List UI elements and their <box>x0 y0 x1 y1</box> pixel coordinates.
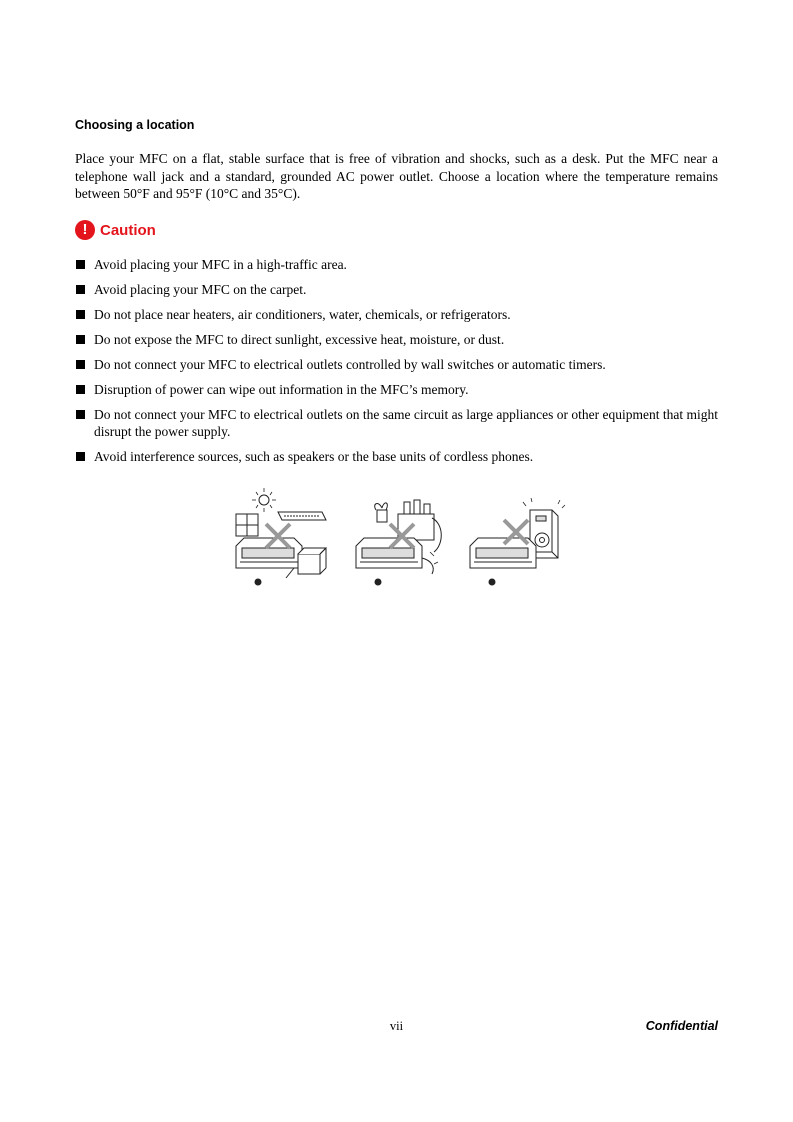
bullet-square-icon <box>76 285 85 294</box>
section-title: Choosing a location <box>75 118 195 132</box>
caution-item-text: Avoid placing your MFC on the carpet. <box>94 282 307 297</box>
bullet-square-icon <box>76 452 85 461</box>
caution-item <box>75 331 718 348</box>
caution-item <box>75 381 718 398</box>
caution-item <box>75 406 718 440</box>
caution-item <box>75 448 718 465</box>
caution-item <box>75 281 718 298</box>
bullet-square-icon <box>76 360 85 369</box>
bullet-square-icon <box>76 260 85 269</box>
bullet-square-icon <box>76 385 85 394</box>
caution-item-text: Do not connect your MFC to electrical outlets on the same circuit as large appliances or other equipment that might disrupt the power supply. <box>94 407 718 439</box>
mfc-near-water-chemicals-icon <box>356 500 441 585</box>
caution-item-text: Do not connect your MFC to electrical outlets controlled by wall switches or automatic timers. <box>94 357 606 372</box>
caution-item-text: Disruption of power can wipe out information in the MFC’s memory. <box>94 382 469 397</box>
page-number: vii <box>389 1019 404 1033</box>
caution-item-text: Avoid interference sources, such as speakers or the base units of cordless phones. <box>94 449 534 464</box>
bullet-square-icon <box>76 410 85 419</box>
caution-heading <box>75 219 156 241</box>
bullet-square-icon <box>76 310 85 319</box>
mfc-near-heater-sun-icon <box>236 488 326 585</box>
caution-item <box>75 356 718 373</box>
caution-item <box>75 256 718 273</box>
caution-list <box>75 256 718 473</box>
caution-icon: ! <box>75 220 95 240</box>
caution-item <box>75 306 718 323</box>
caution-item-text: Do not expose the MFC to direct sunlight, excessive heat, moisture, or dust. <box>94 332 505 347</box>
caution-label: Caution <box>100 221 156 239</box>
caution-item-text: Avoid placing your MFC in a high-traffic area. <box>94 257 347 272</box>
location-paragraph: Place your MFC on a flat, stable surface that is free of vibration and shocks, such as a desk. Put the MFC near a telephone wall jack and a standard, grounded AC power outlet. Choose a location where the temperature remains between 50°F and 95°F (10°C and 35°C). <box>75 151 718 201</box>
caution-item-text: Do not place near heaters, air conditioners, water, chemicals, or refrigerators. <box>94 307 511 322</box>
bullet-square-icon <box>76 335 85 344</box>
confidential-label: Confidential <box>645 1019 718 1033</box>
placement-illustrations <box>222 488 572 588</box>
mfc-near-speaker-icon <box>470 498 565 585</box>
